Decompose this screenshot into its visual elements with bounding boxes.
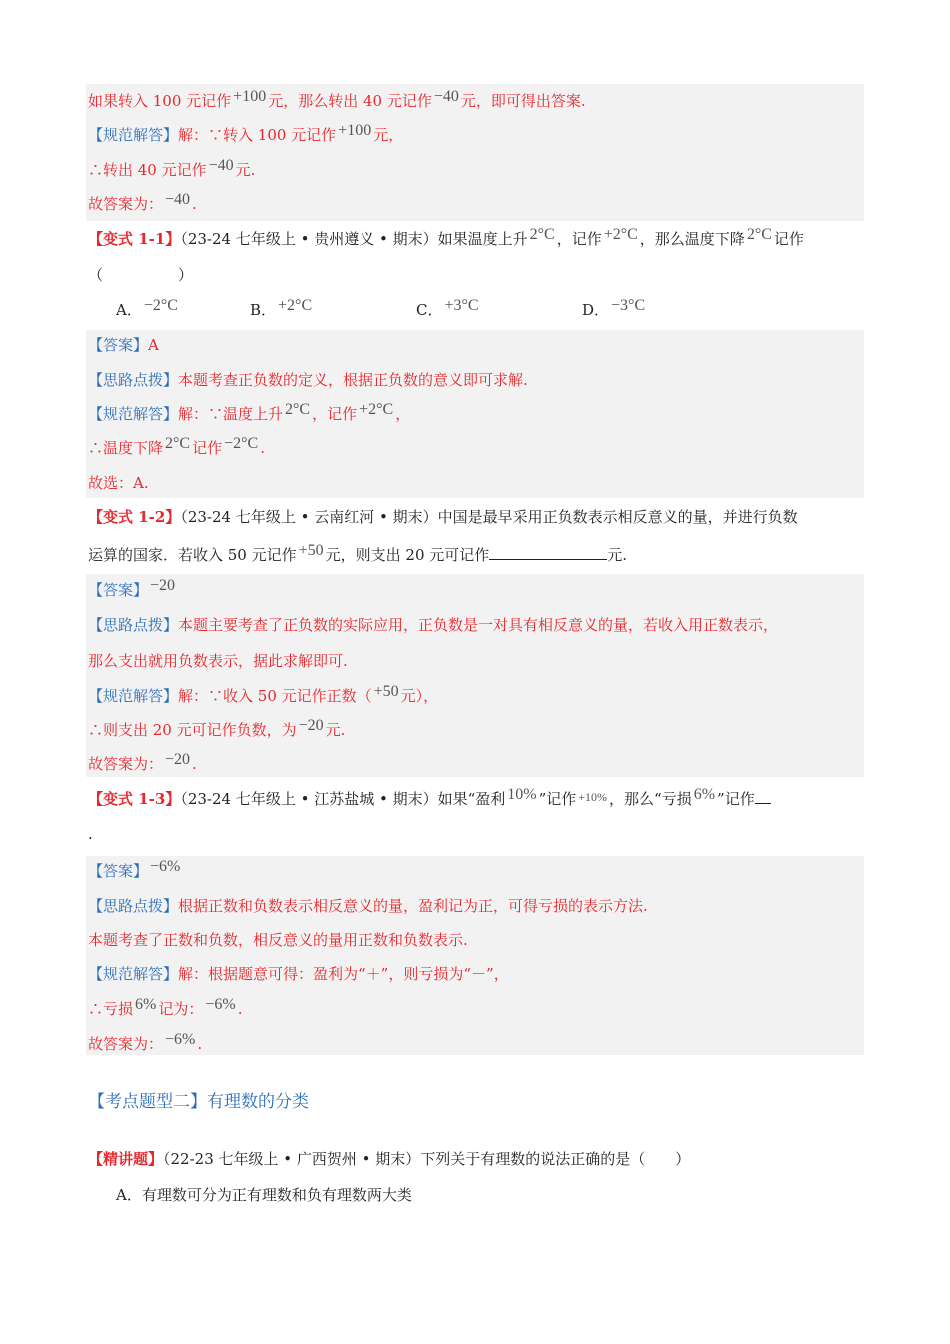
math-expression: −20	[298, 717, 324, 734]
text: 元，	[373, 126, 404, 144]
solution-tag: 【规范解答】	[88, 405, 179, 423]
final-answer-line	[88, 191, 197, 215]
solution-line	[88, 717, 346, 741]
answer-line	[88, 577, 177, 601]
text: .	[197, 1035, 203, 1053]
text: 故答案为：	[88, 755, 164, 773]
text: 解：∵转入 100 元记作	[178, 126, 337, 144]
text: ”记作	[717, 790, 755, 808]
text: 元，即可得出答案.	[460, 92, 586, 110]
fill-blank[interactable]	[755, 789, 771, 804]
hint-line	[88, 896, 648, 916]
math-expression: −6%	[165, 1031, 196, 1048]
question-tag: 【精讲题】	[88, 1150, 164, 1168]
question-1-1	[88, 226, 804, 250]
option-label: B．	[250, 301, 277, 319]
text: 故答案为：	[88, 195, 164, 213]
text: .	[192, 755, 197, 773]
option-a[interactable]	[116, 297, 180, 321]
question-2	[88, 1149, 690, 1169]
text: （23-24 七年级上 • 贵州遵义 • 期末）如果温度上升	[180, 230, 528, 248]
text: .	[88, 825, 93, 843]
question-1-3	[88, 786, 771, 810]
text: 本题考查了正数和负数，相反意义的量用正数和负数表示.	[88, 931, 468, 949]
question-tag: 【变式 1-2】	[88, 508, 181, 526]
math-expression: +100	[233, 88, 267, 105]
text: .	[260, 439, 265, 457]
text: ”记作	[538, 790, 577, 808]
answer-box-3	[86, 574, 864, 777]
solution-line	[88, 996, 243, 1020]
hint-tag: 【思路点拨】	[88, 897, 179, 915]
text: （23-24 七年级上 • 江苏盐城 • 期末）如果“盈利	[180, 790, 506, 808]
hint-line	[88, 615, 778, 635]
math-expression: −40	[208, 157, 234, 174]
text: .	[237, 1000, 243, 1018]
solution-line	[88, 122, 404, 146]
text: ，	[395, 405, 411, 423]
answer-parenthesis	[88, 265, 193, 285]
math-expression: 6%	[693, 786, 716, 803]
math-expression: 10%	[507, 786, 537, 803]
final-answer-line	[88, 751, 197, 775]
text: 根据正数和负数表示相反意义的量，盈利记为正，可得亏损的表示方法.	[178, 897, 648, 915]
math-expression: +50	[298, 542, 324, 559]
answer-value: −6%	[150, 858, 181, 875]
question-1-2	[88, 507, 798, 527]
option-text: A．有理数可分为正有理数和负有理数两大类	[116, 1186, 412, 1204]
text: 本题考查正负数的定义，根据正负数的意义即可求解.	[178, 371, 528, 389]
text: ，那么温度下降	[639, 230, 745, 248]
text: 解：∵温度上升	[178, 405, 284, 423]
hint-line-2	[88, 651, 348, 671]
solution-line	[88, 435, 265, 459]
text: 记作	[192, 439, 223, 457]
option-b[interactable]	[250, 297, 314, 321]
math-expression: −20	[165, 751, 191, 768]
text: 元.	[325, 721, 346, 739]
hint-tag: 【思路点拨】	[88, 616, 179, 634]
math-expression: 2°C	[165, 435, 191, 452]
text: 元，则支出 20 元可记作	[325, 546, 490, 564]
text: 故答案为：	[88, 1035, 164, 1053]
math-expression: −40	[433, 88, 459, 105]
question-1-2-line2	[88, 542, 628, 566]
answer-tag: 【答案】	[88, 336, 149, 354]
math-expression: −40	[165, 191, 191, 208]
section-tag: 【考点题型二】	[88, 1092, 207, 1112]
solution-line	[88, 157, 256, 181]
text: ，记作	[556, 230, 602, 248]
math-expression: +2°C	[603, 226, 638, 243]
math-expression: +10%	[578, 790, 608, 804]
explanation-line	[88, 88, 586, 112]
answer-tag: 【答案】	[88, 862, 149, 880]
answer-tag: 【答案】	[88, 581, 149, 599]
math-expression: 2°C	[285, 401, 311, 418]
text: ，那么“亏损	[609, 790, 692, 808]
text: 运算的国家．若收入 50 元记作	[88, 546, 297, 564]
math-expression: +2°C	[359, 401, 394, 418]
text: 元，那么转出 40 元记作	[268, 92, 432, 110]
text: （ ）	[88, 266, 194, 284]
fill-blank[interactable]	[489, 545, 607, 560]
solution-line	[88, 683, 439, 707]
text: 记为：	[158, 1000, 204, 1018]
answer-value: −20	[150, 577, 176, 594]
option-a-line[interactable]	[116, 1185, 412, 1205]
text: 本题主要考查了正负数的实际应用，正负数是一对具有相反意义的量，若收入用正数表示，	[178, 616, 779, 634]
math-expression: −6%	[205, 996, 236, 1013]
math-expression: +100	[338, 122, 372, 139]
hint-line	[88, 370, 528, 390]
final-answer-line	[88, 1031, 203, 1055]
hint-line-2	[88, 930, 468, 950]
solution-tag: 【规范解答】	[88, 126, 179, 144]
option-value: −2°C	[143, 297, 178, 314]
math-expression: −2°C	[224, 435, 259, 452]
answer-box-4	[86, 856, 864, 1055]
hint-tag: 【思路点拨】	[88, 371, 179, 389]
question-tag: 【变式 1-1】	[88, 230, 181, 248]
option-value: +3°C	[444, 297, 479, 314]
text: ∴温度下降	[88, 439, 164, 457]
solution-line	[88, 401, 411, 425]
final-answer-line	[88, 473, 149, 493]
solution-tag: 【规范解答】	[88, 965, 179, 983]
math-expression: 2°C	[746, 226, 772, 243]
option-value: +2°C	[278, 297, 313, 314]
answer-line	[88, 335, 159, 355]
text: ∴亏损	[88, 1000, 134, 1018]
text: 故选：A.	[88, 474, 149, 492]
option-label: D．	[582, 301, 610, 319]
math-expression: 2°C	[529, 226, 555, 243]
text: 如果转入 100 元记作	[88, 92, 232, 110]
text: 元.	[607, 546, 628, 564]
solution-line	[88, 964, 509, 984]
section-title: 有理数的分类	[207, 1092, 309, 1112]
text: 解：∵收入 50 元记作正数（	[178, 687, 372, 705]
option-d[interactable]	[582, 297, 647, 321]
question-1-3-end	[88, 824, 93, 844]
text: 那么支出就用负数表示，据此求解即可.	[88, 652, 348, 670]
option-value: −3°C	[611, 297, 646, 314]
answer-value: A	[148, 336, 159, 354]
option-label: C．	[416, 301, 443, 319]
math-expression: +50	[373, 683, 399, 700]
option-c[interactable]	[416, 297, 481, 321]
answer-line	[88, 858, 182, 882]
section-heading	[88, 1091, 309, 1113]
text: ∴则支出 20 元可记作负数，为	[88, 721, 297, 739]
question-tag: 【变式 1-3】	[88, 790, 181, 808]
text: ∴转出 40 元记作	[88, 161, 207, 179]
text: （23-24 七年级上 • 云南红河 • 期末）中国是最早采用正负数表示相反意义的量，并进行负数	[180, 508, 798, 526]
text: 解：根据题意可得：盈利为“＋”，则亏损为“－”，	[178, 965, 509, 983]
option-label: A．	[116, 301, 142, 319]
text: 记作	[773, 230, 804, 248]
solution-tag: 【规范解答】	[88, 687, 179, 705]
math-expression: 6%	[135, 996, 157, 1013]
text: （22-23 七年级上 • 广西贺州 • 期末）下列关于有理数的说法正确的是（ ）	[163, 1150, 691, 1168]
text: 元.	[235, 161, 256, 179]
text: .	[192, 195, 197, 213]
text: 元），	[400, 687, 439, 705]
text: ，记作	[312, 405, 358, 423]
